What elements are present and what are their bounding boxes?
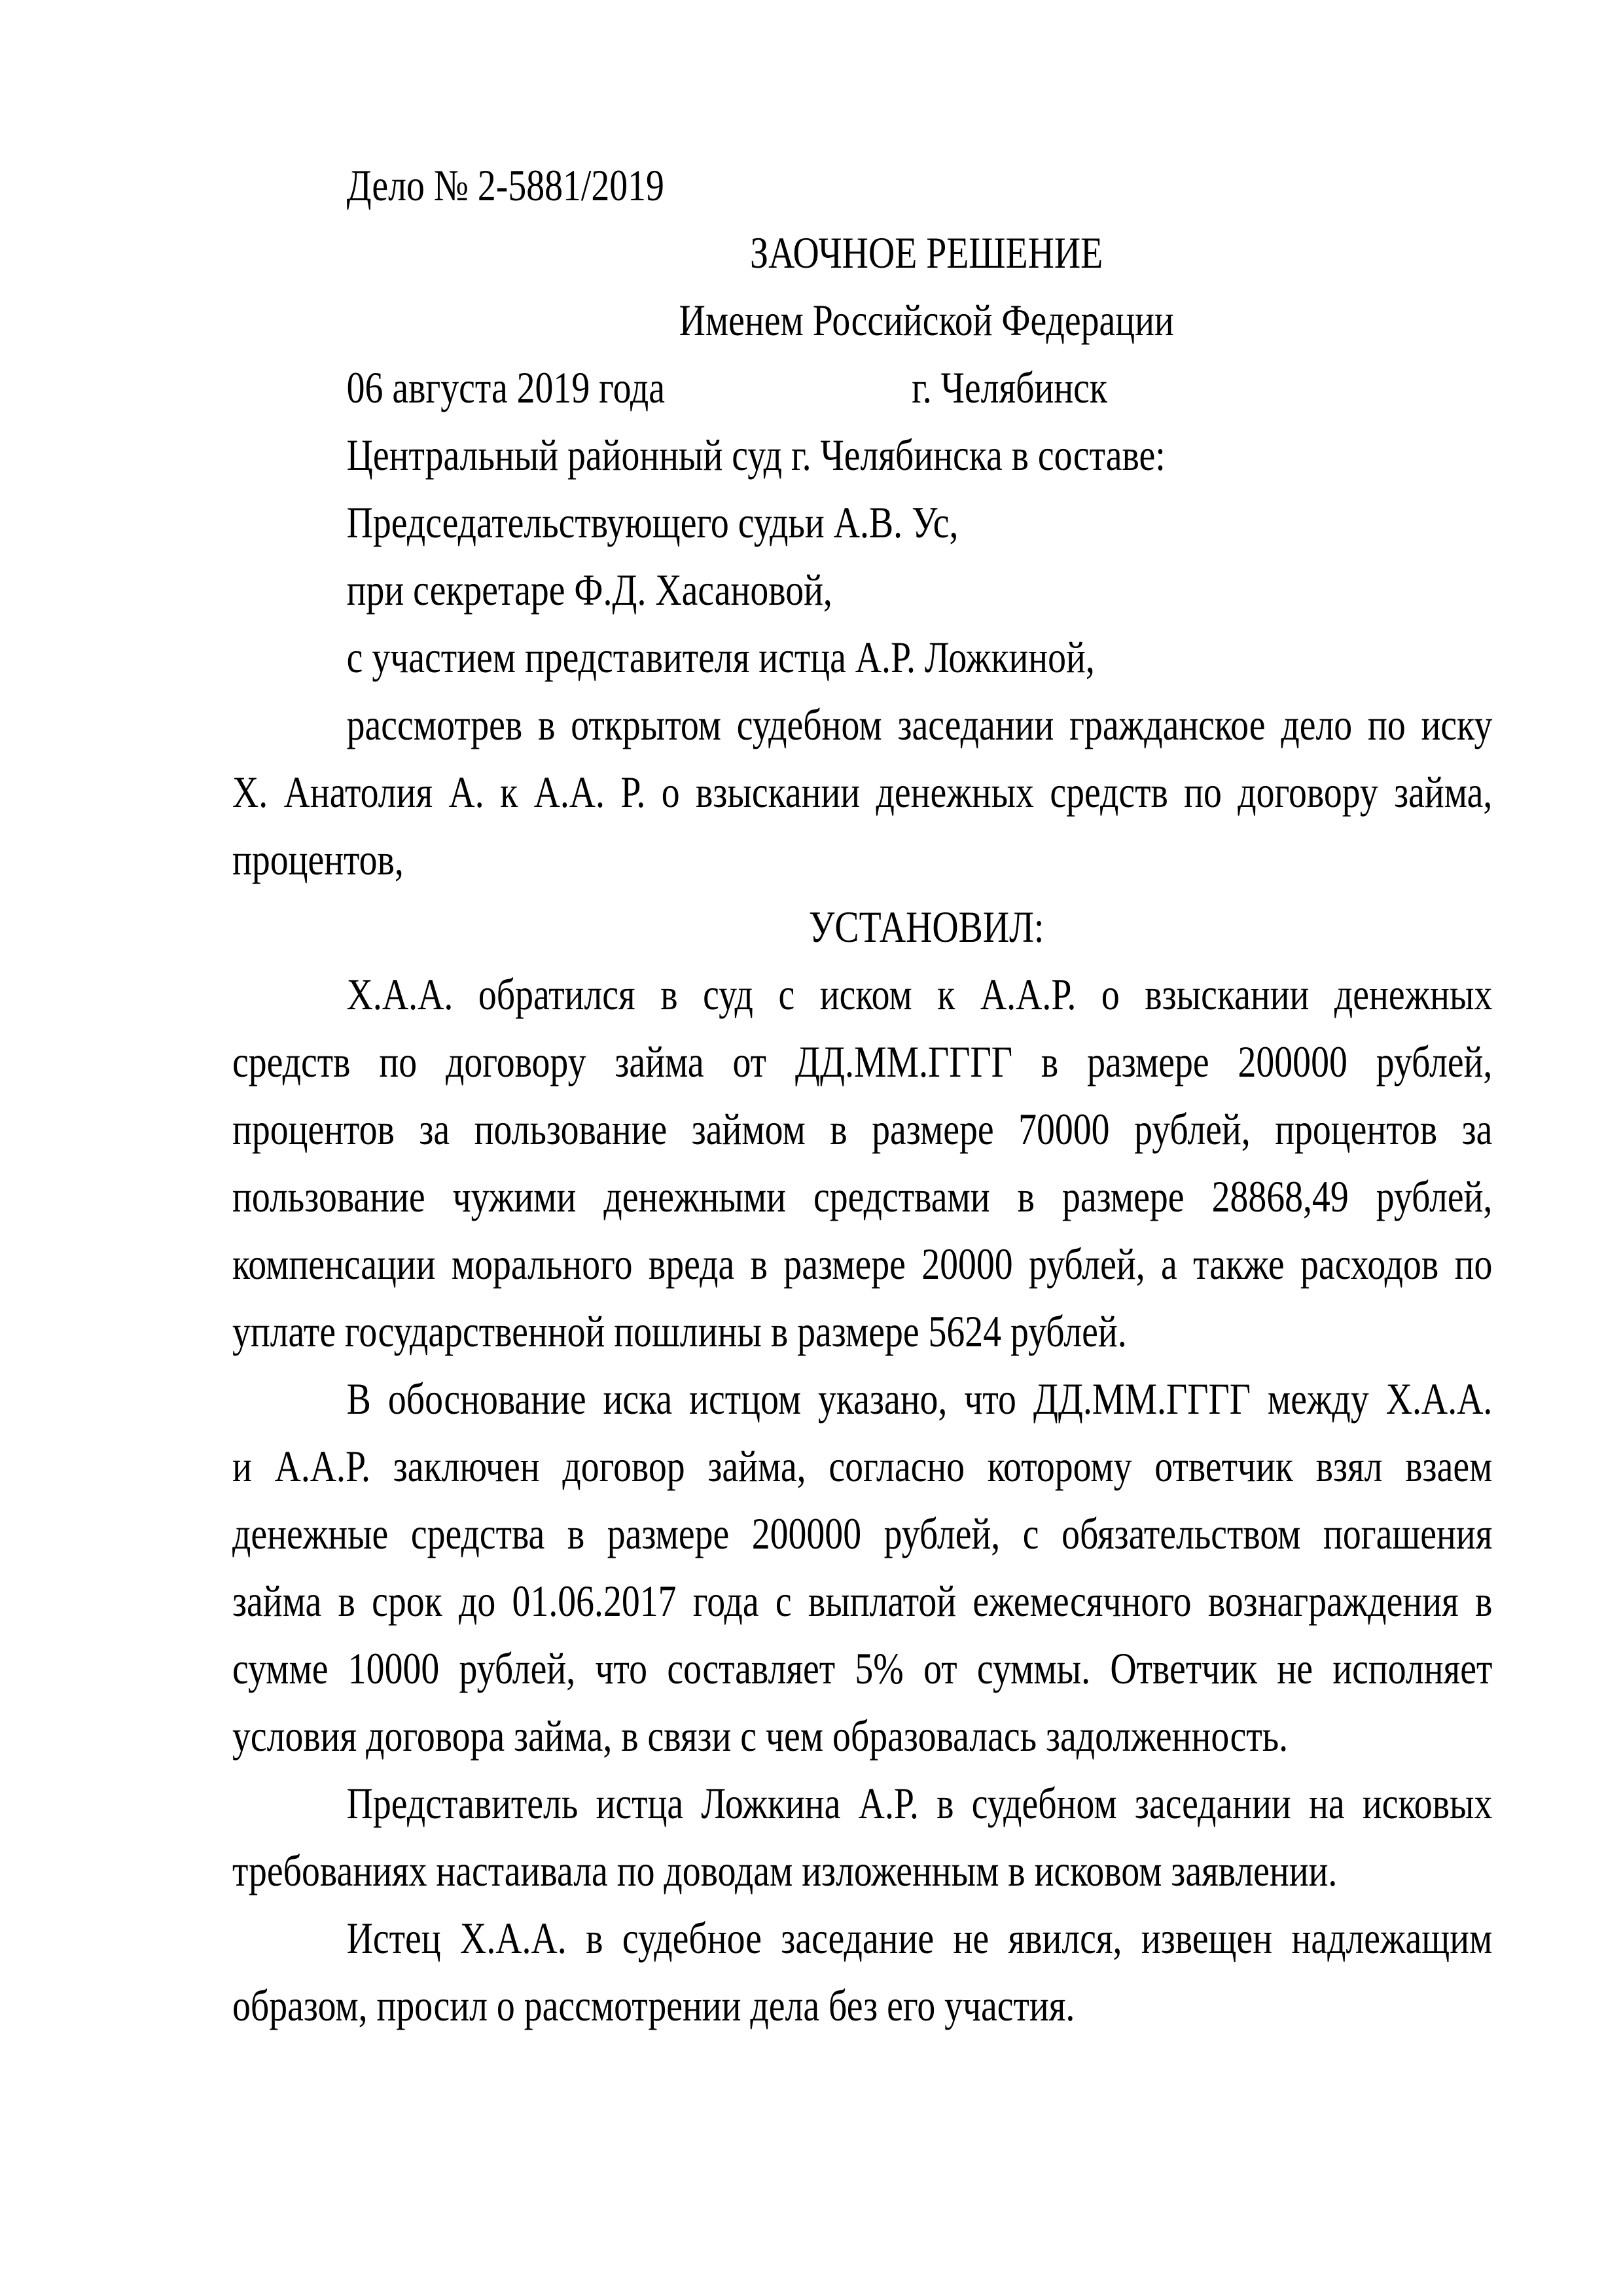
doc-line: рассмотрев в открытом судебном заседании гражданское дело по иску [346,700,1493,749]
doc-line: Х. Анатолия А. к А.А. Р. о взыскании денежных средств по договору займа, [232,767,1493,817]
document-content [232,152,1492,2039]
doc-title: ЗАОЧНОЕ РЕШЕНИЕ [750,228,1103,278]
doc-line: Х.А.А. обратился в суд с иском к А.А.Р. о взыскании денежных [346,969,1493,1019]
doc-line: займа в срок до 01.06.2017 года с выплатой ежемесячного вознаграждения в [232,1576,1493,1626]
judge-line: Председательствующего судьи А.В. Ус, [346,497,959,547]
doc-line: требованиях настаивала по доводам изложенным в исковом заявлении. [232,1846,1338,1895]
case-number: Дело № 2-5881/2019 [346,160,664,210]
doc-line: компенсации морального вреда в размере 20000 рублей, а также расходов по [232,1239,1493,1289]
doc-line: условия договора займа, в связи с чем образовалась задолженность. [232,1711,1289,1761]
date-city-line [232,354,1492,422]
established-heading: УСТАНОВИЛ: [808,902,1044,952]
doc-line: пользование чужими денежными средствами в размере 28868,49 рублей, [232,1172,1493,1221]
court-line: Центральный районный суд г. Челябинска в составе: [346,430,1166,480]
doc-line: сумме 10000 рублей, что составляет 5% от суммы. Ответчик не исполняет [232,1643,1493,1693]
doc-line: образом, просил о рассмотрении дела без его участия. [232,1981,1075,2030]
doc-line: процентов, [232,834,404,884]
doc-line: Истец Х.А.А. в судебное заседание не явился, извещен надлежащим [346,1913,1493,1963]
doc-line: Представитель истца Ложкина А.Р. в судебном заседании на исковых [346,1778,1493,1828]
doc-line: средств по договору займа от ДД.ММ.ГГГГ в размере 200000 рублей, [232,1037,1493,1086]
secretary-line: при секретаре Ф.Д. Хасановой, [346,565,832,615]
doc-subtitle: Именем Российской Федерации [679,295,1174,345]
doc-line: уплате государственной пошлины в размере 5624 рублей. [232,1306,1127,1356]
representative-line: с участием представителя истца А.Р. Ложкиной, [346,632,1095,682]
doc-line: и А.А.Р. заключен договор займа, согласно которому ответчик взял взаем [232,1441,1493,1491]
doc-line: процентов за пользование займом в размере 70000 рублей, процентов за [232,1104,1493,1154]
hearing-city: г. Челябинск [912,363,1108,412]
hearing-date: 06 августа 2019 года [346,363,666,412]
doc-line: В обоснование иска истцом указано, что ДД.ММ.ГГГГ между Х.А.А. [346,1374,1493,1424]
doc-line: денежные средства в размере 200000 рублей, с обязательством погашения [232,1509,1493,1558]
